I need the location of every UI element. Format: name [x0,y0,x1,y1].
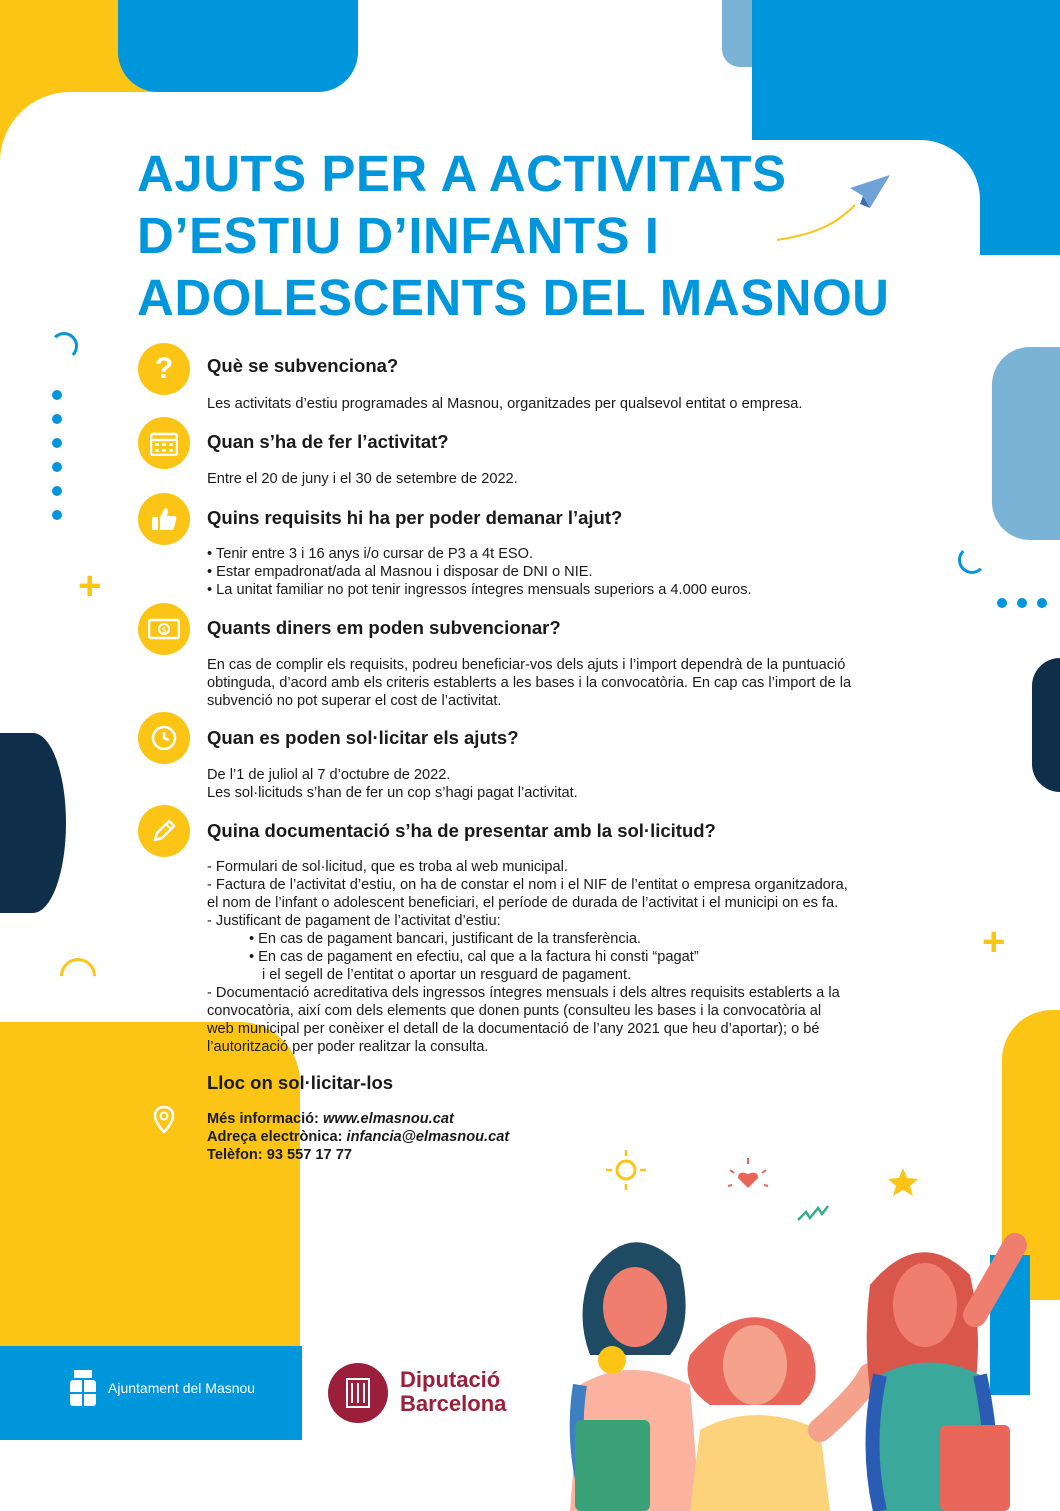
pencil-icon [138,805,190,857]
location-pin-icon [138,1094,190,1146]
plus-decoration: + [78,564,102,608]
background-shape-blue-top [118,0,358,92]
text-line: - Factura de l’activitat d’estiu, on ha de constar el nom i el NIF de l’entitat o empresa organitzadora, [207,877,848,893]
section-text [207,545,967,599]
arc-decoration [53,951,104,1002]
background-shape-lightblue-right [992,347,1060,540]
money-icon [138,603,190,655]
section-text [207,470,967,488]
text-line: • En cas de pagament bancari, justificant de la transferència. [249,931,642,947]
title-line: ADOLESCENTS DEL MASNOU [137,269,890,326]
text-line: • Estar empadronat/ada al Masnou i disposar de DNI o NIE. [207,564,593,580]
diputacio-name [400,1368,506,1416]
text-line: convocatòria, així com dels elements que donen punts (consulteu les bases i la convocatòria al [207,1003,822,1019]
text-line: Les activitats d’estiu programades al Masnou, organitzades per qualsevol entitat o empresa. [207,396,803,412]
info-label: Més informació: [207,1111,319,1127]
text-line: De l’1 de juliol al 7 d’octubre de 2022. [207,767,451,783]
text-line: el nom de l’infant o adolescent beneficiari, el període de durada de l’activitat i el municipi on es fa. [207,895,839,911]
dot-decoration [52,438,62,448]
dot-decoration [52,486,62,496]
section-heading: Quins requisits hi ha per poder demanar l’ajut? [207,507,623,528]
text-line: web municipal per conèixer el detall de la documentació de l’any 2021 que heu d’aportar); o bé [207,1021,820,1037]
text-line: subvenció no pot superar el cost de l’activitat. [207,693,502,709]
section-heading: Què se subvenciona? [207,355,399,376]
plus-decoration: + [982,920,1006,964]
text-line: - Formulari de sol·licitud, que es troba al web municipal. [207,859,568,875]
dot-decoration [1017,598,1027,608]
text-line: • En cas de pagament en efectiu, cal que a la factura hi consti “pagat” [249,949,699,965]
question-mark-icon: ? [138,343,190,395]
contact-heading: Lloc on sol·licitar-los [207,1072,394,1093]
title-line: AJUTS PER A ACTIVITATS [137,145,787,202]
diputacio-line: Diputació [400,1367,501,1392]
ajuntament-name: Ajuntament del Masnou [108,1380,256,1396]
website-link[interactable]: www.elmasnou.cat [322,1111,454,1127]
section-heading: Quan es poden sol·licitar els ajuts? [207,727,519,748]
section-text [207,766,967,802]
section-text [207,858,967,1056]
dot-decoration [52,462,62,472]
coat-of-arms-icon [66,1366,100,1410]
dot-decoration [52,510,62,520]
page-title [137,143,987,329]
email-link[interactable]: infancia@elmasnou.cat [346,1129,510,1145]
section-text [207,656,967,710]
background-shape-navy-left [0,733,66,913]
svg-text:$: $ [161,625,167,635]
phone-label: Telèfon: [207,1147,263,1163]
section-heading: Quan s’ha de fer l’activitat? [207,431,449,452]
background-shape-navy-right [1032,658,1060,792]
text-line: • La unitat familiar no pot tenir ingressos íntegres mensuals superiors a 4.000 euros. [207,582,752,598]
text-line: Entre el 20 de juny i el 30 de setembre de 2022. [207,471,518,487]
text-line: - Documentació acreditativa dels ingressos íntegres mensuals i dels altres requisits establerts a la [207,985,840,1001]
dot-decoration [52,390,62,400]
text-line: l’autorització per poder realitzar la consulta. [207,1039,489,1055]
text-line: En cas de complir els requisits, podreu beneficiar-vos dels ajuts i l’import dependrà de la puntuació [207,657,846,673]
phone-number: 93 557 17 77 [266,1147,352,1163]
section-heading: Quants diners em poden subvencionar? [207,617,561,638]
text-line: Les sol·licituds s’han de fer un cop s’hagi pagat l’activitat. [207,785,578,801]
thumbs-up-icon [138,493,190,545]
text-line: • Tenir entre 3 i 16 anys i/o cursar de P3 a 4t ESO. [207,546,534,562]
ajuntament-logo [66,1366,255,1410]
text-line: - Justificant de pagament de l’activitat d’estiu: [207,913,501,929]
diputacio-logo-icon [328,1363,388,1423]
dot-decoration [52,414,62,424]
email-label: Adreça electrònica: [207,1129,343,1145]
text-line: i el segell de l’entitat o aportar un resguard de pagament. [262,967,632,983]
clock-icon [138,712,190,764]
arc-decoration [50,332,78,360]
text-line: obtinguda, d’acord amb els criteris establerts a les bases i la convocatòria. En cap cas l’import de la [207,675,852,691]
dot-decoration [997,598,1007,608]
dot-decoration [1037,598,1047,608]
section-heading: Quina documentació s’ha de presentar amb la sol·licitud? [207,820,716,841]
diputacio-line: Barcelona [400,1391,507,1416]
section-text [207,395,967,413]
calendar-icon [138,417,190,469]
title-line: D’ESTIU D’INFANTS I [137,207,660,264]
children-illustration [520,1215,1060,1511]
